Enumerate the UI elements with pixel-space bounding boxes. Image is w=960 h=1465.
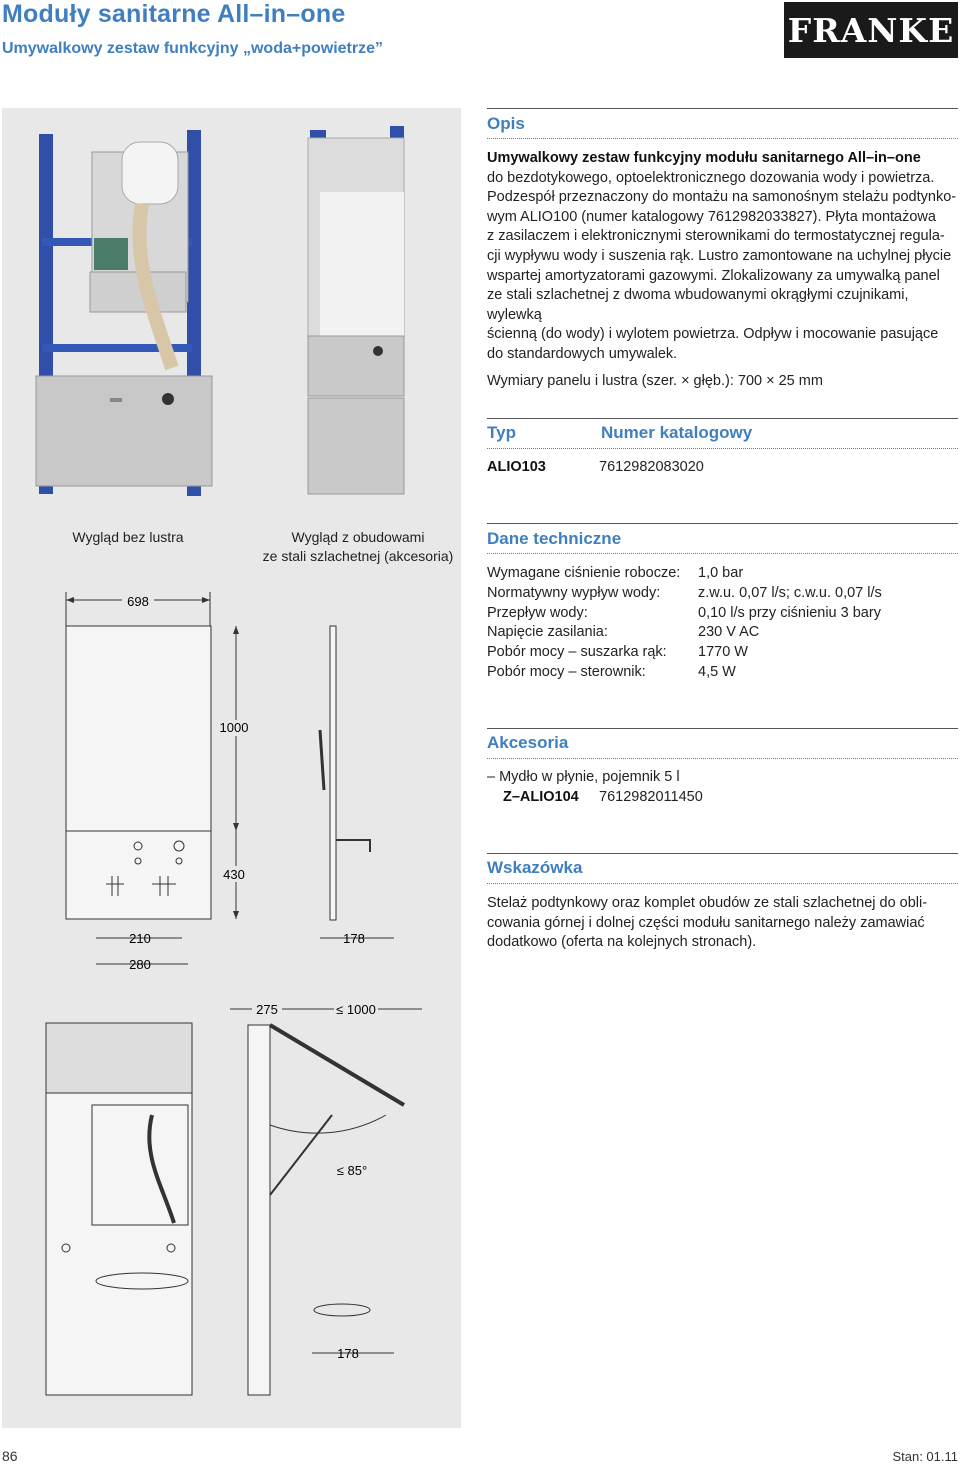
tech-key: Napięcie zasilania: (487, 624, 608, 641)
caption-right-2: ze stali szlachetnej (akcesoria) (262, 548, 454, 564)
opis-line: Podzespół przeznaczony do montażu na samonośnym stelażu podtynko- (487, 189, 957, 206)
tech-value: 0,10 l/s przy ciśnieniu 3 bary (698, 604, 881, 621)
caption-right-1: Wygląd z obudowami (291, 529, 425, 545)
opis-line: z zasilaczem i elektronicznymi sterownikami do termostatycznej regula- (487, 228, 945, 245)
opis-line: ścienną (do wody) i wylotem powietrza. Odpływ i mocowanie pasujące (487, 326, 939, 343)
product-photo (2, 108, 461, 503)
tech-key: Normatywny wypływ wody: (487, 584, 661, 601)
opis-line: do bezdotykowego, optoelektronicznego dozowania wody i powietrza. (487, 169, 935, 186)
opis-line: wym ALIO100 (numer katalogowy 7612982033827). Płyta montażowa (487, 208, 936, 225)
dim-width: 698 (127, 594, 149, 609)
catalog-number-heading: Numer katalogowy (601, 423, 753, 442)
dim-1000: ≤ 1000 (336, 1002, 376, 1017)
opis-heading: Opis (487, 114, 525, 133)
open-mirror-drawing (2, 995, 461, 1415)
tech-value: z.w.u. 0,07 l/s; c.w.u. 0,07 l/s (698, 584, 882, 601)
controller-board (94, 238, 128, 270)
wskazowka-line: dodatkowo (oferta na kolejnych stronach). (487, 934, 757, 951)
akcesoria-heading: Akcesoria (487, 733, 569, 752)
dane-rule-dot (487, 553, 958, 554)
tech-row (487, 584, 958, 604)
technical-drawing (2, 570, 461, 990)
wskazowka-heading: Wskazówka (487, 858, 583, 877)
akcesoria-rule-top (487, 728, 958, 729)
sensor-panel (308, 336, 404, 396)
akcesoria-number: 7612982011450 (599, 789, 703, 805)
tech-key: Wymagane ciśnienie robocze: (487, 565, 681, 581)
opis-dimensions: Wymiary panelu i lustra (szer. × głęb.): 700 × 25 mm (487, 372, 823, 389)
opis-body (487, 149, 958, 391)
tech-row (487, 604, 958, 624)
wskazowka-body (487, 894, 958, 953)
opis-line: wspartej amortyzatorami gazowymi. Zlokalizowany za umywalką panel (487, 267, 940, 284)
typ-heading: Typ (487, 423, 516, 442)
typ-rule-dot (487, 448, 958, 449)
wskazowka-rule-dot (487, 883, 958, 884)
hand-dryer (122, 142, 178, 204)
tech-data-table (487, 564, 958, 683)
tilted-mirror (270, 1025, 404, 1105)
lower-cover (308, 398, 404, 494)
page-number: 86 (2, 1448, 18, 1464)
wskazowka-rule-top (487, 853, 958, 854)
tech-row (487, 663, 958, 683)
upper-cover-drawing (46, 1023, 192, 1093)
status-date: Stan: 01.11 (892, 1449, 958, 1464)
dim-178: 178 (343, 931, 365, 946)
opis-rule-dot (487, 138, 958, 139)
dim-angle: ≤ 85° (336, 1163, 368, 1178)
dim-height: 1000 (219, 720, 249, 735)
catalog-number-value: 7612982083020 (599, 459, 704, 475)
front-lower-drawing (66, 831, 211, 919)
wskazowka-line: cowania górnej i dolnej części modułu sanitarnego należy zamawiać (487, 914, 925, 931)
dim-275: 275 (256, 1002, 278, 1017)
dane-heading: Dane techniczne (487, 529, 622, 548)
tech-row (487, 643, 958, 663)
typ-value: ALIO103 (487, 459, 546, 475)
page-title: Moduły sanitarne All–in–one (2, 0, 346, 28)
front-mirror-drawing (66, 626, 211, 831)
wskazowka-line: Stelaż podtynkowy oraz komplet obudów ze stali szlachetnej do obli- (487, 895, 928, 911)
tech-value: 230 V AC (698, 624, 760, 641)
tech-value: 1,0 bar (698, 565, 744, 581)
dim-lower: 430 (223, 867, 245, 882)
dane-rule-top (487, 523, 958, 524)
opis-lead: Umywalkowy zestaw funkcyjny modułu sanitarnego All–in–one (487, 150, 921, 166)
tech-key: Pobór mocy – suszarka rąk: (487, 644, 667, 661)
opis-line: cji wypływu wody i suszenia rąk. Lustro zamontowane na uchylnej płycie (487, 247, 952, 264)
caption-left: Wygląd bez lustra (72, 529, 184, 545)
tech-key: Przepływ wody: (487, 604, 588, 621)
opis-line: ze stali szlachetnej z dwoma wbudowanymi okrągłymi czujnikami, wylewką (487, 287, 909, 323)
typ-rule-top (487, 418, 958, 419)
front-panel (36, 376, 212, 486)
akcesoria-item: – Mydło w płynie, pojemnik 5 l (487, 769, 680, 785)
dim-210: 210 (129, 931, 151, 946)
page-subtitle: Umywalkowy zestaw funkcyjny „woda+powietrze” (2, 40, 383, 57)
tech-row (487, 623, 958, 643)
dim-178b: 178 (337, 1346, 359, 1361)
tech-row (487, 564, 958, 584)
tech-value: 1770 W (698, 644, 748, 661)
opis-line: do standardowych umywalek. (487, 345, 678, 362)
akcesoria-code: Z–ALIO104 (503, 789, 579, 805)
tech-key: Pobór mocy – sterownik: (487, 663, 646, 680)
side-panel-drawing (330, 626, 336, 920)
dim-280: 280 (129, 957, 151, 972)
opis-rule-top (487, 108, 958, 109)
akcesoria-rule-dot (487, 758, 958, 759)
tech-value: 4,5 W (698, 663, 736, 680)
franke-logo: FRANKE (784, 2, 958, 58)
